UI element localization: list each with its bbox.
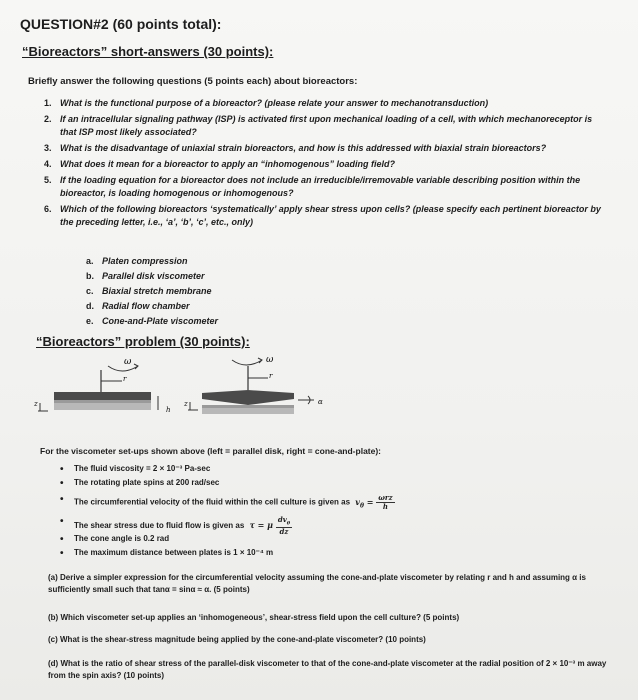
velocity-equation: $v_\theta$ = ωrz h <box>355 493 393 511</box>
question-number: 2. <box>44 114 52 124</box>
bottom-plate <box>54 403 151 410</box>
option-letter: e. <box>86 316 94 326</box>
question-title: QUESTION#2 (60 points total): <box>20 16 222 32</box>
question-text: Which of the following bioreactors ‘systematically’ apply shear stress upon cells? (please specify each pertinent bioreactor by the preceding letter, i.e., ‘a’, ‘b’, ‘c’, etc., only) <box>60 204 601 227</box>
option-text: Biaxial stretch membrane <box>102 286 212 296</box>
given-text: The fluid viscosity = 2 × 10⁻³ Pa-sec <box>74 464 211 473</box>
option-letter: c. <box>86 286 94 296</box>
given-text: The circumferential velocity of the fluid within the cell culture is given as <box>74 497 351 507</box>
option-item <box>86 254 218 269</box>
question-text: What does it mean for a bioreactor to apply an “inhomogenous” loading field? <box>60 159 396 169</box>
intro-text: Briefly answer the following questions (5 points each) about bioreactors: <box>28 76 358 87</box>
question-item <box>44 142 604 155</box>
setup-caption: For the viscometer set-ups shown above (left = parallel disk, right = cone-and-plate): <box>40 446 382 456</box>
option-text: Platen compression <box>102 256 188 266</box>
option-letter: b. <box>86 271 94 281</box>
h-label: h <box>166 406 171 414</box>
rotation-arrow-icon <box>108 366 138 371</box>
cone <box>202 390 294 405</box>
option-item <box>86 269 218 284</box>
given-text: The shear stress due to fluid flow is given as <box>74 521 245 531</box>
question-text: What is the disadvantage of uniaxial strain bioreactors, and how is this addressed with biaxial strain bioreactors? <box>60 143 547 153</box>
question-item <box>44 97 604 110</box>
option-item <box>86 284 218 299</box>
bottom-plate <box>202 408 294 414</box>
r-label: r <box>269 372 273 380</box>
part-c: (c) What is the shear-stress magnitude being applied by the cone-and-plate viscometer? (10 points) <box>48 635 426 644</box>
option-text: Parallel disk viscometer <box>102 271 205 281</box>
cell-layer <box>202 405 294 408</box>
given-text: The maximum distance between plates is 1 × 10⁻⁴ m <box>74 548 274 557</box>
given-item <box>74 494 395 511</box>
question-number: 6. <box>44 204 52 214</box>
problem-title: “Bioreactors” problem (30 points): <box>36 334 250 349</box>
z-label: z <box>184 400 188 408</box>
given-item <box>74 464 210 473</box>
part-d: (d) What is the ratio of shear stress of the parallel-disk viscometer to that of the cone-and-plate viscometer at the radial position of 2 × 10⁻³ m away from the spin axis? (10 points) <box>48 659 607 680</box>
question-item <box>44 158 604 171</box>
given-text: The cone angle is 0.2 rad <box>74 534 170 543</box>
given-item <box>74 478 219 487</box>
question-item <box>44 113 604 139</box>
option-letter: a. <box>86 256 94 266</box>
option-item <box>86 299 218 314</box>
rotation-arrow-icon <box>232 360 262 365</box>
cone-plate-diagram <box>183 355 323 414</box>
given-item <box>74 534 169 543</box>
question-item <box>44 203 604 229</box>
omega-label: ω <box>124 357 132 367</box>
short-answers-title: “Bioreactors” short-answers (30 points): <box>22 44 274 59</box>
option-letter: d. <box>86 301 94 311</box>
given-text: The rotating plate spins at 200 rad/sec <box>74 478 220 487</box>
alpha-label: α <box>318 398 323 406</box>
question-number: 1. <box>44 98 52 108</box>
option-text: Cone-and-Plate viscometer <box>102 316 219 326</box>
z-label: z <box>34 400 38 408</box>
option-text: Radial flow chamber <box>102 301 190 311</box>
parallel-disk-diagram <box>33 357 171 414</box>
question-text: If an intracellular signaling pathway (ISP) is activated first upon mechanical loading of a cell, with which mechanoreceptor is that ISP most likely associated? <box>60 114 593 137</box>
top-disk <box>54 392 151 400</box>
viscometer-diagram <box>30 352 350 442</box>
part-b: (b) Which viscometer set-up applies an ‘inhomogeneous’, shear-stress field upon the cell culture? (5 points) <box>48 613 460 622</box>
question-list <box>44 97 604 232</box>
question-number: 5. <box>44 175 52 185</box>
option-list <box>86 254 218 329</box>
question-number: 4. <box>44 159 52 169</box>
omega-label: ω <box>266 355 274 365</box>
option-item <box>86 314 218 329</box>
given-item <box>74 548 273 557</box>
question-text: If the loading equation for a bioreactor does not include an irreducible/irremovable variable describing position within the bioreactor, is loading homogenous or inhomogenous? <box>60 175 581 198</box>
question-item <box>44 174 604 200</box>
question-text: What is the functional purpose of a bioreactor? (please relate your answer to mechanotransduction) <box>60 98 489 108</box>
question-number: 3. <box>44 143 52 153</box>
part-a: (a) Derive a simpler expression for the circumferential velocity assuming the cone-and-plate viscometer by relating r and h and assuming α is sufficiently small such that tanα = sinα ≈ α. (5 points) <box>48 573 586 594</box>
shear-equation: τ = μ $dv_\theta$ dz <box>249 515 291 537</box>
r-label: r <box>123 375 127 383</box>
cell-layer <box>54 400 151 403</box>
